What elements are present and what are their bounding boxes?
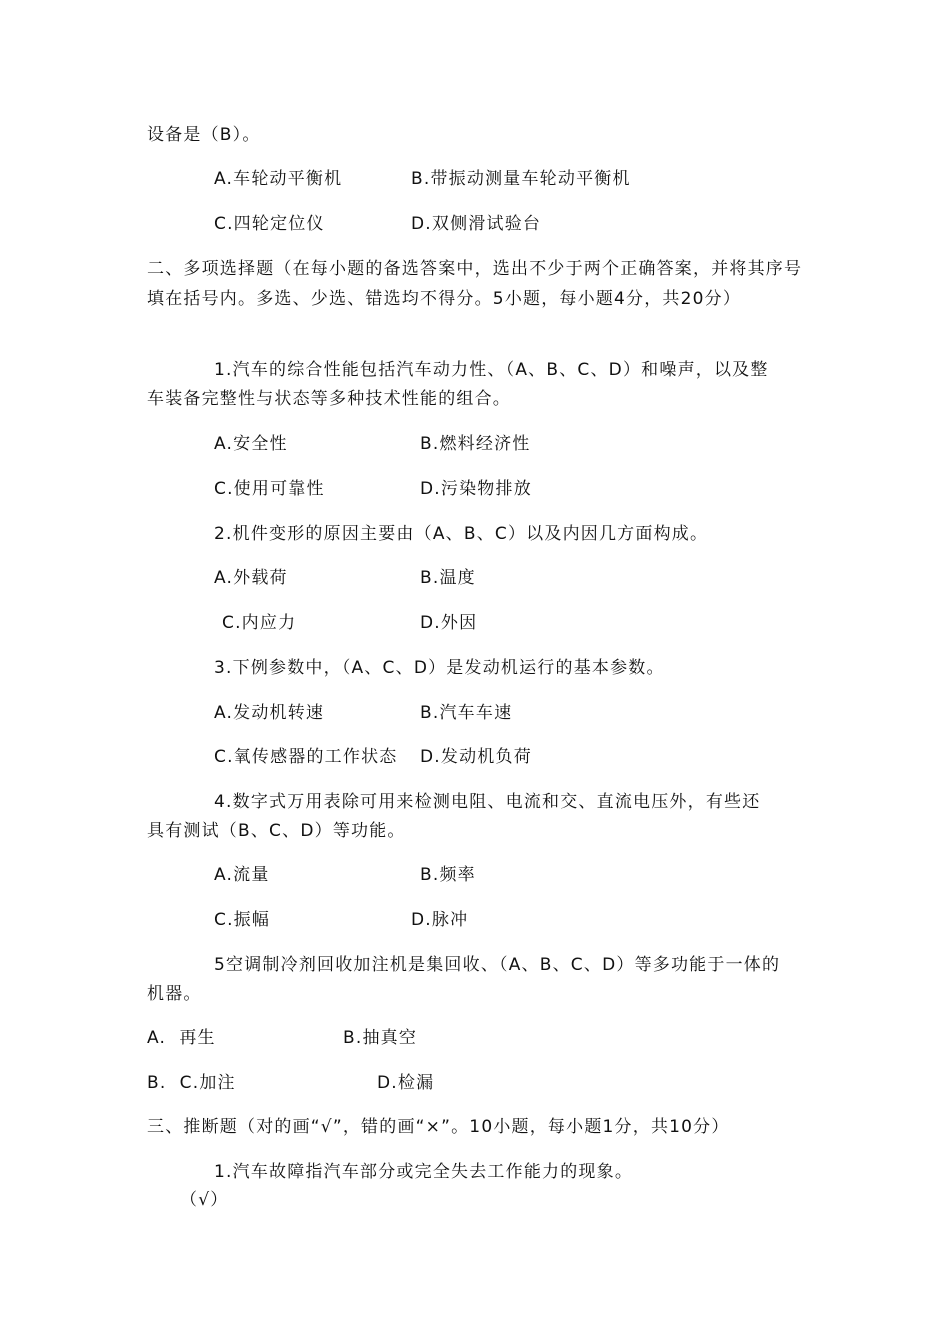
option-c: C.四轮定位仪	[214, 214, 325, 234]
mq3-line: 3.下例参数中，（A、C、D）是发动机运行的基本参数。	[214, 658, 665, 678]
section-2-heading: 二、多项选择题（在每小题的备选答案中，选出不少于两个正确答案，并将其序号填在括号内。多选、少选、错选均不得分。5小题，每小题4分，共20分）	[147, 259, 803, 309]
mq4-option-d: D.脉冲	[411, 910, 469, 930]
mq2-option-d: D.外因	[420, 613, 478, 633]
mq3-option-d: D.发动机负荷	[420, 747, 532, 767]
mq1-option-d: D.污染物排放	[420, 479, 532, 499]
mq5-option-c: B. C.加注	[147, 1073, 236, 1093]
option-a: A.车轮动平衡机	[214, 169, 343, 189]
tf1-answer: （√）	[180, 1190, 229, 1210]
mq1-option-c: C.使用可靠性	[214, 479, 325, 499]
mq3-option-b: B.汽车车速	[420, 703, 513, 723]
mq1-line2: 车装备完整性与状态等多种技术性能的组合。	[147, 389, 511, 409]
mq2-option-b: B.温度	[420, 568, 476, 588]
tf1-line: 1.汽车故障指汽车部分或完全失去工作能力的现象。	[214, 1162, 634, 1182]
mq1-option-b: B.燃料经济性	[420, 434, 531, 454]
question-1-tail: 设备是（B）。	[147, 125, 261, 145]
mq5-option-a: A. 再生	[147, 1028, 216, 1048]
mq2-option-c: C.内应力	[222, 613, 297, 633]
mq5-line2: 机器。	[147, 984, 202, 1004]
section-3-heading: 三、推断题（对的画“√”，错的画“×”。10小题，每小题1分，共10分）	[147, 1117, 730, 1137]
mq4-line2: 具有测试（B、C、D）等功能。	[147, 821, 406, 841]
mq1-option-a: A.安全性	[214, 434, 288, 454]
mq4-option-c: C.振幅	[214, 910, 271, 930]
mq2-option-a: A.外载荷	[214, 568, 288, 588]
mq4-option-a: A.流量	[214, 865, 270, 885]
mq5-option-b: B.抽真空	[343, 1028, 418, 1048]
mq3-option-c: C.氧传感器的工作状态	[214, 747, 398, 767]
option-d: D.双侧滑试验台	[411, 214, 542, 234]
mq4-option-b: B.频率	[420, 865, 476, 885]
mq5-line1: 5空调制冷剂回收加注机是集回收、（A、B、C、D）等多功能于一体的	[214, 955, 781, 975]
mq2-line: 2.机件变形的原因主要由（A、B、C）以及内因几方面构成。	[214, 524, 709, 544]
mq4-line1: 4.数字式万用表除可用来检测电阻、电流和交、直流电压外，有些还	[214, 792, 761, 812]
mq5-option-d: D.检漏	[377, 1073, 435, 1093]
option-b: B.带振动测量车轮动平衡机	[411, 169, 631, 189]
mq1-line1: 1.汽车的综合性能包括汽车动力性、（A、B、C、D）和噪声，以及整	[214, 360, 769, 380]
mq3-option-a: A.发动机转速	[214, 703, 325, 723]
